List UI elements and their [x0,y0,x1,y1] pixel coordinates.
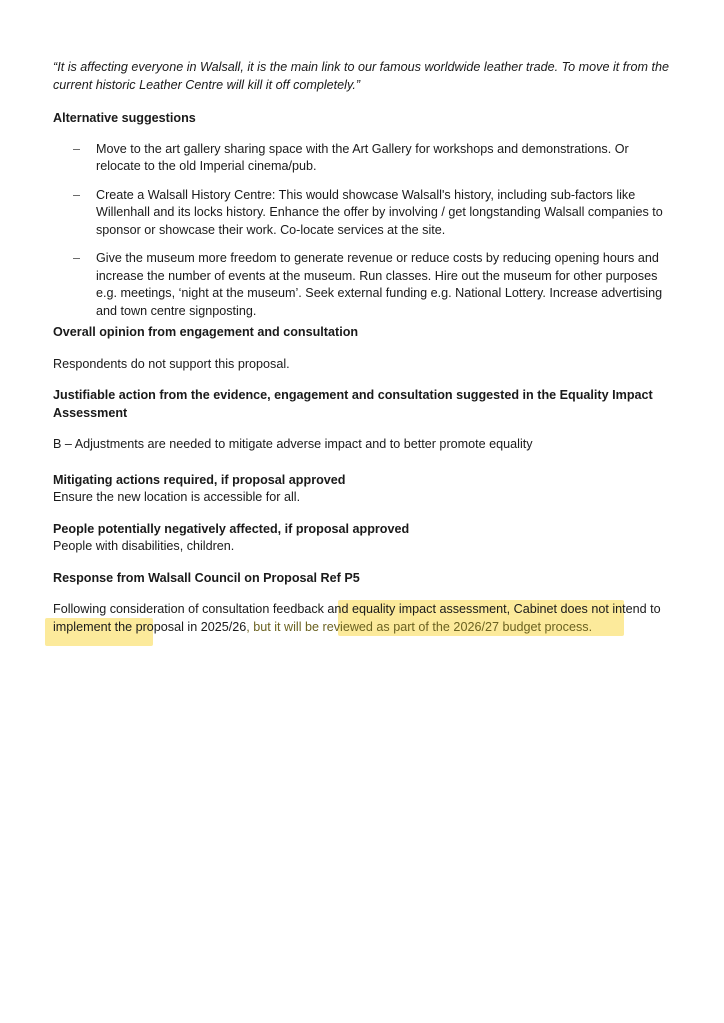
justifiable-text: B – Adjustments are needed to mitigate adverse impact and to better promote equality [53,437,533,451]
list-item [53,187,673,240]
overall-text: Respondents do not support this proposal. [53,356,290,371]
list-item [53,250,673,320]
alternatives-list [53,141,673,321]
list-item [53,141,673,176]
response-text-highlighted: , but it will be reviewed as part of the 2026/27 budget process. [246,619,593,634]
response-text-part1: Following consideration of consultation feedback and equality impact assessment, Cabinet does not intend to implement the proposal in 2025/26 [53,602,661,634]
mitigating-heading: Mitigating actions required, if proposal approved [53,472,346,487]
list-item-text: Give the museum more freedom to generate revenue or reduce costs by reducing opening hours and increase the number of events at the museum. Run classes. Hire out the museum for other purposes e.g. meetings, ‘night at the museum’. Seek external funding e.g. National Lottery. Increase advertising and town centre signposting. [96,251,663,318]
response-heading: Response from Walsall Council on Proposal Ref P5 [53,570,360,585]
people-heading: People potentially negatively affected, if proposal approved [53,521,410,536]
overall-heading: Overall opinion from engagement and consultation [53,325,359,339]
response-text [53,601,673,636]
mitigating-text: Ensure the new location is accessible for all. [53,490,301,504]
document-page [53,59,673,636]
list-item-text: Move to the art gallery sharing space with the Art Gallery for workshops and demonstrations. Or relocate to the old Imperial cinema/pub. [96,141,629,173]
dash-bullet-icon: – [73,141,81,156]
alternatives-heading: Alternative suggestions [53,111,196,125]
people-text: People with disabilities, children. [53,539,235,553]
response-section [53,601,673,636]
justifiable-heading: Justifiable action from the evidence, engagement and consultation suggested in the Equality Impact Assessment [53,388,653,420]
dash-bullet-icon: – [73,187,81,202]
resident-quote: “It is affecting everyone in Walsall, it is the main link to our famous worldwide leather trade. To move it from the current historic Leather Centre will kill it off completely.” [53,60,669,92]
list-item-text: Create a Walsall History Centre: This would showcase Walsall's history, including sub-factors like Willenhall and its locks history. Enhance the offer by involving / get longstanding Walsall companies to sponsor or showcase their work. Co-locate services at the site. [96,187,663,237]
dash-bullet-icon: – [73,251,81,265]
